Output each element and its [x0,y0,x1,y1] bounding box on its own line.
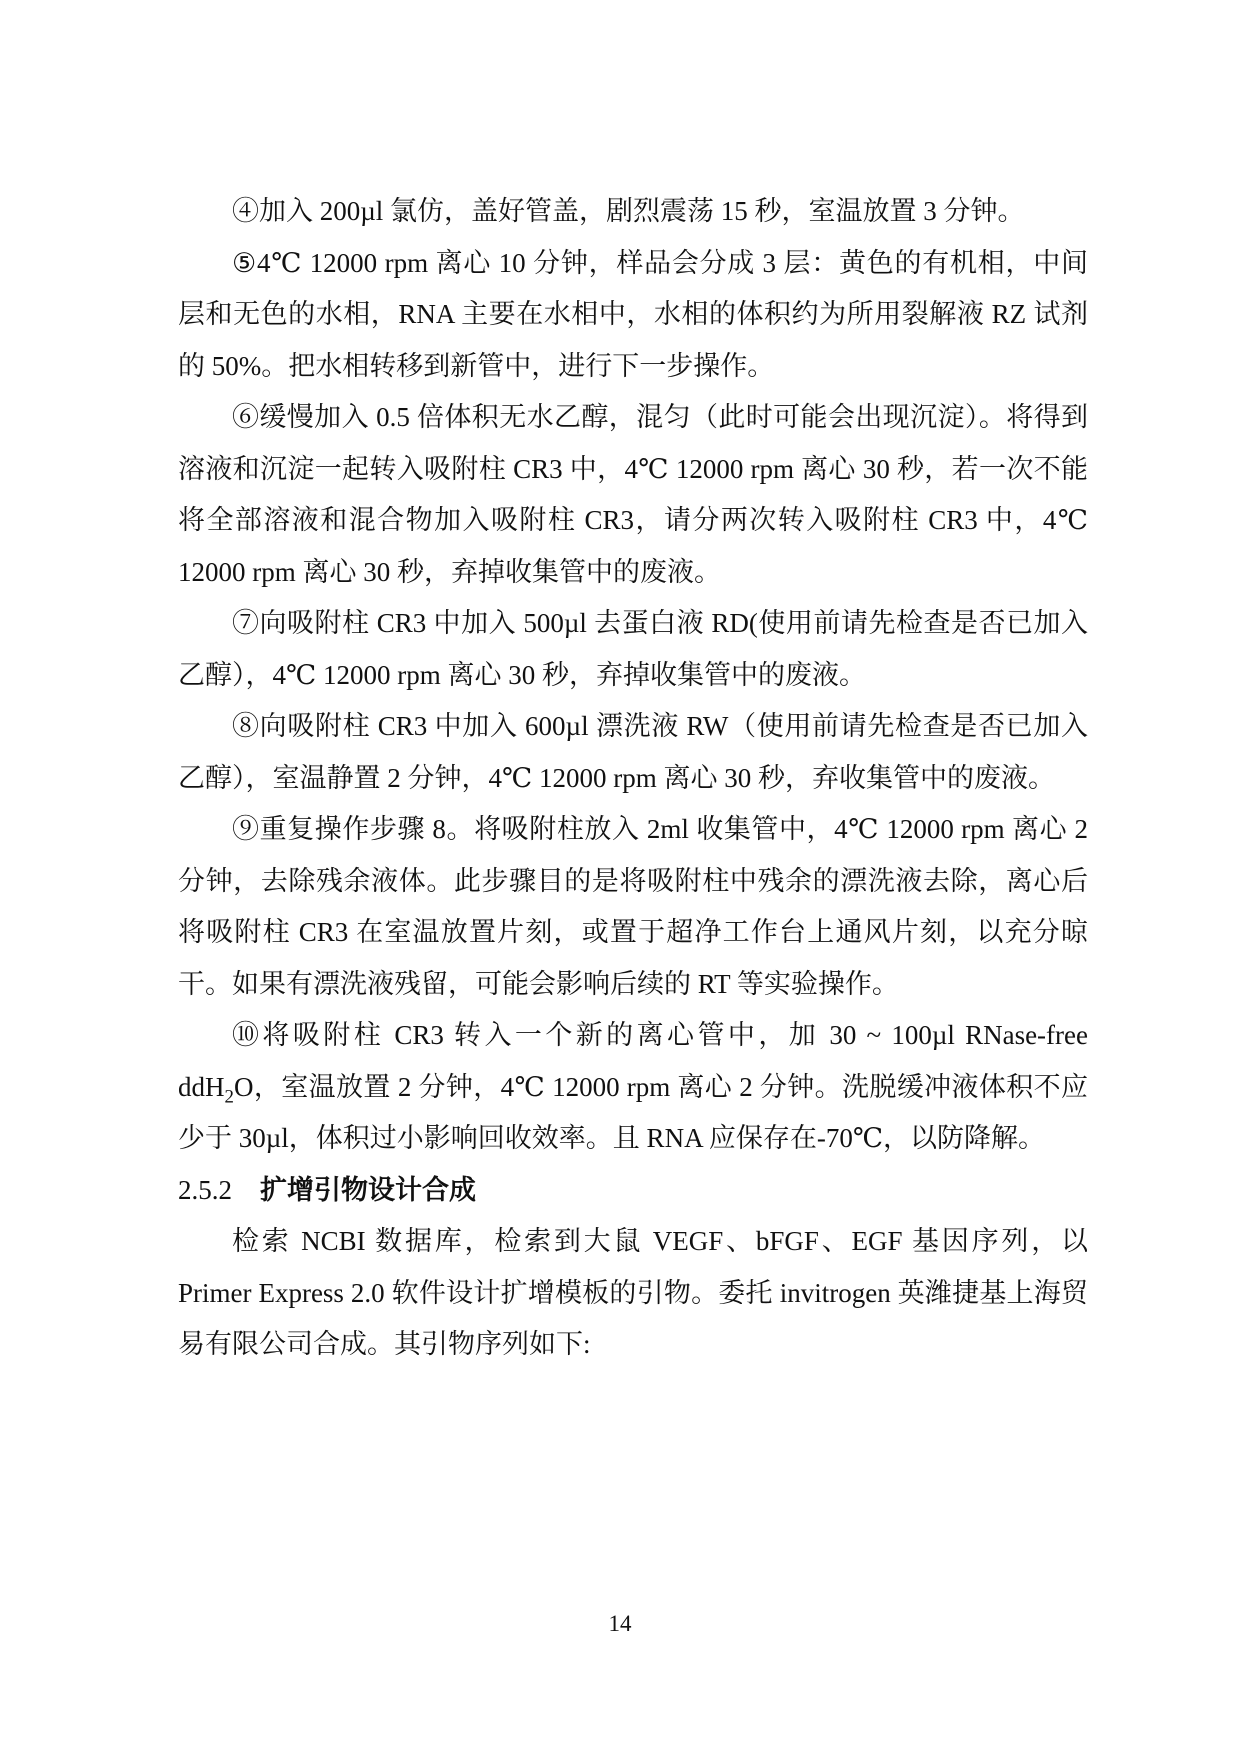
section-number: 2.5.2 [178,1174,232,1205]
step-6-paragraph: ⑥缓慢加入 0.5 倍体积无水乙醇，混匀（此时可能会出现沉淀）。将得到溶液和沉淀一起转入吸附柱 CR3 中，4℃ 12000 rpm 离心 30 秒，若一次不能将全部溶液和混合物加入吸附柱 CR3，请分两次转入吸附柱 CR3 中，4℃ 12000 rpm 离心 30 秒，弃掉收集管中的废液。 [178,402,1088,587]
step-7-paragraph: ⑦向吸附柱 CR3 中加入 500µl 去蛋白液 RD(使用前请先检查是否已加入乙醇），4℃ 12000 rpm 离心 30 秒，弃掉收集管中的废液。 [178,608,1088,690]
step-4-paragraph: ④加入 200µl 氯仿，盖好管盖，剧烈震荡 15 秒，室温放置 3 分钟。 [232,196,1025,226]
step-10-text-a: ⑩将吸附柱 CR3 转入一个新的离心管中，加 30 ~ 100µl RNase-free ddH [178,1020,1088,1102]
step-10-paragraph [178,1010,1088,1165]
step-10-subscript: 2 [224,1085,234,1107]
step-5-paragraph: ⑤4℃ 12000 rpm 离心 10 分钟，样品会分成 3 层：黄色的有机相，中间层和无色的水相，RNA 主要在水相中，水相的体积约为所用裂解液 RZ 试剂的 50%。把水相转移到新管中，进行下一步操作。 [178,247,1088,381]
page-body [178,186,1088,1371]
section-heading [178,1165,1088,1217]
step-8-paragraph: ⑧向吸附柱 CR3 中加入 600µl 漂洗液 RW（使用前请先检查是否已加入乙醇），室温静置 2 分钟，4℃ 12000 rpm 离心 30 秒，弃收集管中的废液。 [178,711,1088,793]
section-body-paragraph: 检索 NCBI 数据库，检索到大鼠 VEGF、bFGF、EGF 基因序列，以 Primer Express 2.0 软件设计扩增模板的引物。委托 invitrogen 英潍捷基上海贸易有限公司合成。其引物序列如下: [178,1226,1088,1359]
step-9-paragraph: ⑨重复操作步骤 8。将吸附柱放入 2ml 收集管中，4℃ 12000 rpm 离心 2 分钟，去除残余液体。此步骤目的是将吸附柱中残余的漂洗液去除，离心后将吸附柱 CR3 在室温放置片刻，或置于超净工作台上通风片刻，以充分晾干。如果有漂洗液残留，可能会影响后续的 RT 等实验操作。 [178,814,1088,999]
section-title: 扩增引物设计合成 [260,1174,476,1206]
step-10-text-b: O，室温放置 2 分钟，4℃ 12000 rpm 离心 2 分钟。洗脱缓冲液体积不应少于 30µl，体积过小影响回收效率。且 RNA 应保存在-70℃，以防降解。 [178,1071,1088,1153]
page-number: 14 [608,1611,632,1636]
